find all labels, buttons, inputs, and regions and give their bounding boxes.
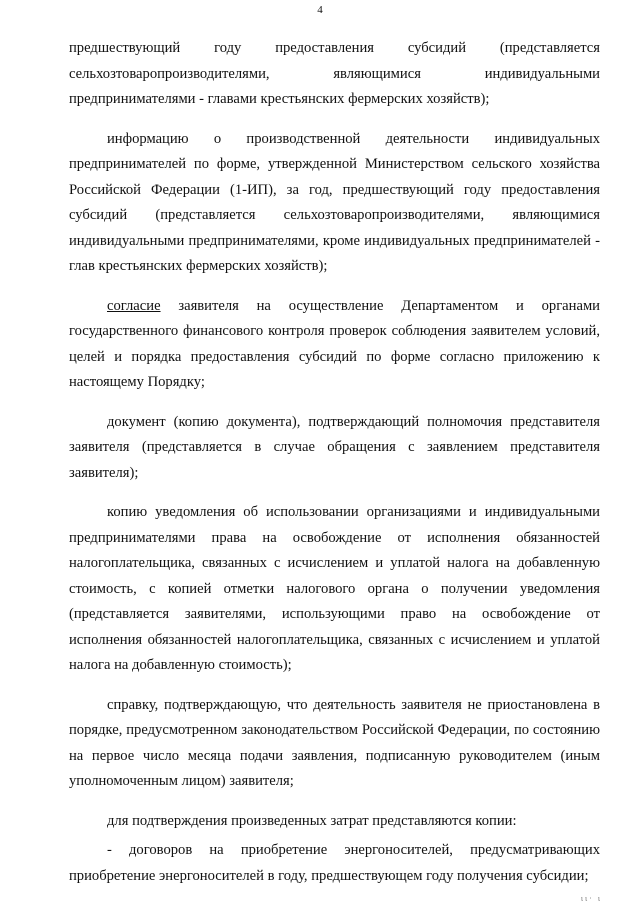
- paragraph-8: - договоров на приобретение энергоносителей, предусматривающих приобретение энергоносителей в году, предшествующем году получения субсидии;: [69, 842, 600, 884]
- paragraph-5: копию уведомления об использовании организациями и индивидуальными предпринимателями права на освобождение от исполнения обязанностей налогоплательщика, связанных с исчислением и уплатой налога на добавленную стоимость, с копией отметки налогового органа о получении уведомления (представляется заявителями, использующими право на освобождение от исполнения обязанностей налогоплательщика, связанных с исчислением и уплатой налога на добавленную стоимость);: [69, 504, 600, 673]
- paragraph-2: информацию о производственной деятельности индивидуальных предпринимателей по форме, утвержденной Министерством сельского хозяйства Российской Федерации (1-ИП), за год, предшествующий году предоставления субсидий (представляется сельхозтоваропроизводителями, являющимися индивидуальными предпринимателями, кроме индивидуальных предпринимателей - глав крестьянских фермерских хозяйств);: [69, 130, 600, 274]
- page-number: 4: [317, 4, 323, 16]
- paragraph-3: [69, 294, 600, 396]
- paragraph-4: документ (копию документа), подтверждающий полномочия представителя заявителя (представляется в случае обращения с заявлением представителя заявителя);: [69, 413, 600, 481]
- consent-term: согласие: [107, 297, 161, 314]
- paragraph-6: справку, подтверждающую, что деятельность заявителя не приостановлена в порядке, предусмотренном законодательством Российской Федерации, по состоянию на первое число месяца подачи заявления, подписанную руководителем (иным уполномоченным лицом) заявителя;: [69, 696, 600, 789]
- paragraph-3-text: заявителя на осуществление Департаментом и органами государственного финансового контроля проверок соблюдения заявителем условий, целей и порядка предоставления субсидий по форме согласно приложению к настоящему Порядку;: [69, 297, 600, 390]
- paragraph-7: для подтверждения произведенных затрат представляются копии:: [107, 812, 517, 829]
- document-body: [69, 36, 600, 889]
- footer-mark: ιι· ι: [580, 894, 602, 903]
- paragraph-1: предшествующий году предоставления субсидий (представляется сельхозтоваропроизводителями, являющимися индивидуальными предпринимателями - главами крестьянских фермерских хозяйств);: [69, 40, 600, 107]
